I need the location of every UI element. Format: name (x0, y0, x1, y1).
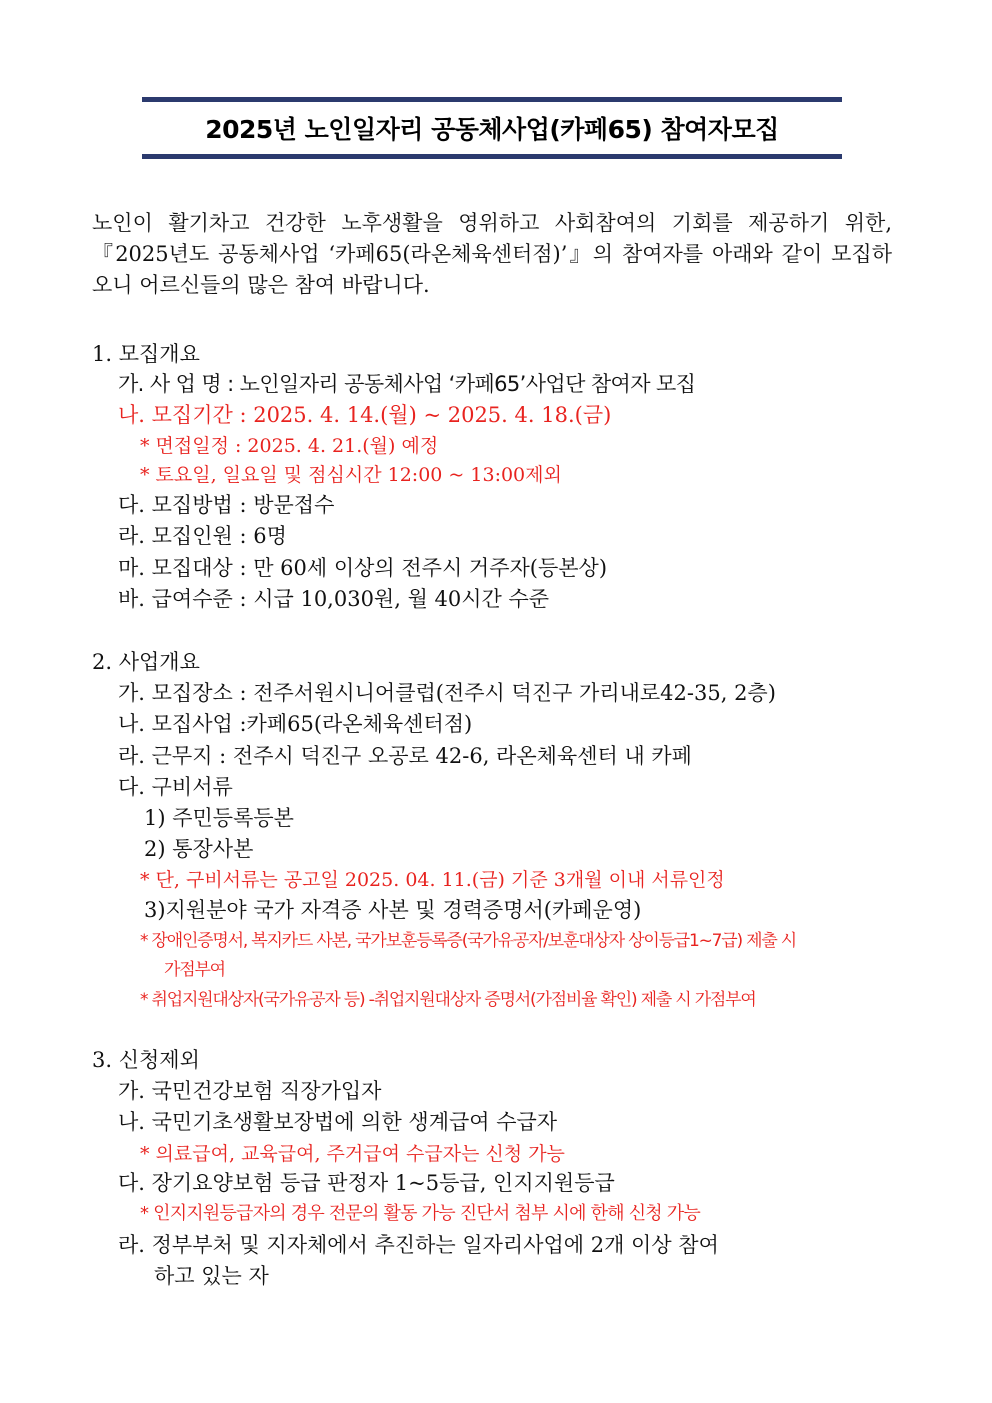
section1-note-interview: * 면접일정 : 2025. 4. 21.(월) 예정 (140, 435, 439, 457)
section1-recruit-target: 마. 모집대상 : 만 60세 이상의 전주시 거주자(등본상) (118, 556, 608, 580)
section2-note-documents: * 단, 구비서류는 공고일 2025. 04. 11.(금) 기준 3개월 이내 서류인정 (140, 869, 725, 891)
section2-doc-resident: 1) 주민등록등본 (144, 806, 294, 830)
section1-business-name: 가. 사 업 명 : 노인일자리 공동체사업 ‘카페65’사업단 참여자 모집 (118, 372, 696, 396)
section1-heading: 1. 모집개요 (92, 342, 200, 366)
section2-heading: 2. 사업개요 (92, 650, 200, 674)
section1-recruit-period: 나. 모집기간 : 2025. 4. 14.(월) ~ 2025. 4. 18.(금) (118, 403, 612, 427)
section2-doc-bankbook: 2) 통장사본 (144, 837, 254, 861)
section3-health-insurance: 가. 국민건강보험 직장가입자 (118, 1079, 382, 1103)
document-title: 2025년 노인일자리 공동체사업(카페65) 참여자모집 (205, 115, 779, 144)
section3-note-cognitive: * 인지지원등급자의 경우 전문의 활동 가능 진단서 첨부 시에 한해 신청 가능 (140, 1203, 700, 1224)
section3-other-jobs-cont: 하고 있는 자 (154, 1264, 269, 1288)
section1-pay-level: 바. 급여수준 : 시급 10,030원, 월 40시간 수준 (118, 587, 550, 611)
section1-recruit-count: 라. 모집인원 : 6명 (118, 524, 287, 548)
intro-paragraph: 노인이 활기차고 건강한 노후생활을 영위하고 사회참여의 기회를 제공하기 위한,『2025년도 공동체사업 ‘카페65(라온체육센터점)’』의 참여자를 아래와 같이 모집하오니 어르신들의 많은 참여 바랍니다. (92, 211, 892, 297)
section2-workplace: 라. 근무지 : 전주시 덕진구 오공로 42-6, 라온체육센터 내 카페 (118, 744, 692, 768)
section1-recruit-method: 다. 모집방법 : 방문접수 (118, 493, 335, 517)
section2-note-bonus1-cont: 가점부여 (164, 960, 225, 980)
section3-longterm-care: 다. 장기요양보험 등급 판정자 1~5등급, 인지지원등급 (118, 1171, 615, 1195)
title-banner (142, 97, 842, 159)
section3-other-jobs: 라. 정부부처 및 지자체에서 추진하는 일자리사업에 2개 이상 참여 (118, 1233, 719, 1257)
section1-note-exclude: * 토요일, 일요일 및 점심시간 12:00 ~ 13:00제외 (140, 464, 562, 486)
section3-note-allowed: * 의료급여, 교육급여, 주거급여 수급자는 신청 가능 (140, 1143, 565, 1165)
section2-business: 나. 모집사업 :카페65(라온체육센터점) (118, 712, 473, 736)
section3-heading: 3. 신청제외 (92, 1048, 200, 1072)
section2-note-bonus1: * 장애인증명서, 복지카드 사본, 국가보훈등록증(국가유공자/보훈대상자 상이등급1~7급) 제출 시 (140, 931, 797, 951)
section2-documents-heading: 다. 구비서류 (118, 775, 233, 799)
section2-location: 가. 모집장소 : 전주서원시니어클럽(전주시 덕진구 가리내로42-35, 2층) (118, 681, 776, 705)
section3-livelihood: 나. 국민기초생활보장법에 의한 생계급여 수급자 (118, 1110, 558, 1134)
section2-note-bonus2: * 취업지원대상자(국가유공자 등) -취업지원대상자 증명서(가점비율 확인) 제출 시 가점부여 (140, 990, 756, 1010)
section2-doc-certificate: 3)지원분야 국가 자격증 사본 및 경력증명서(카페운영) (144, 898, 642, 922)
